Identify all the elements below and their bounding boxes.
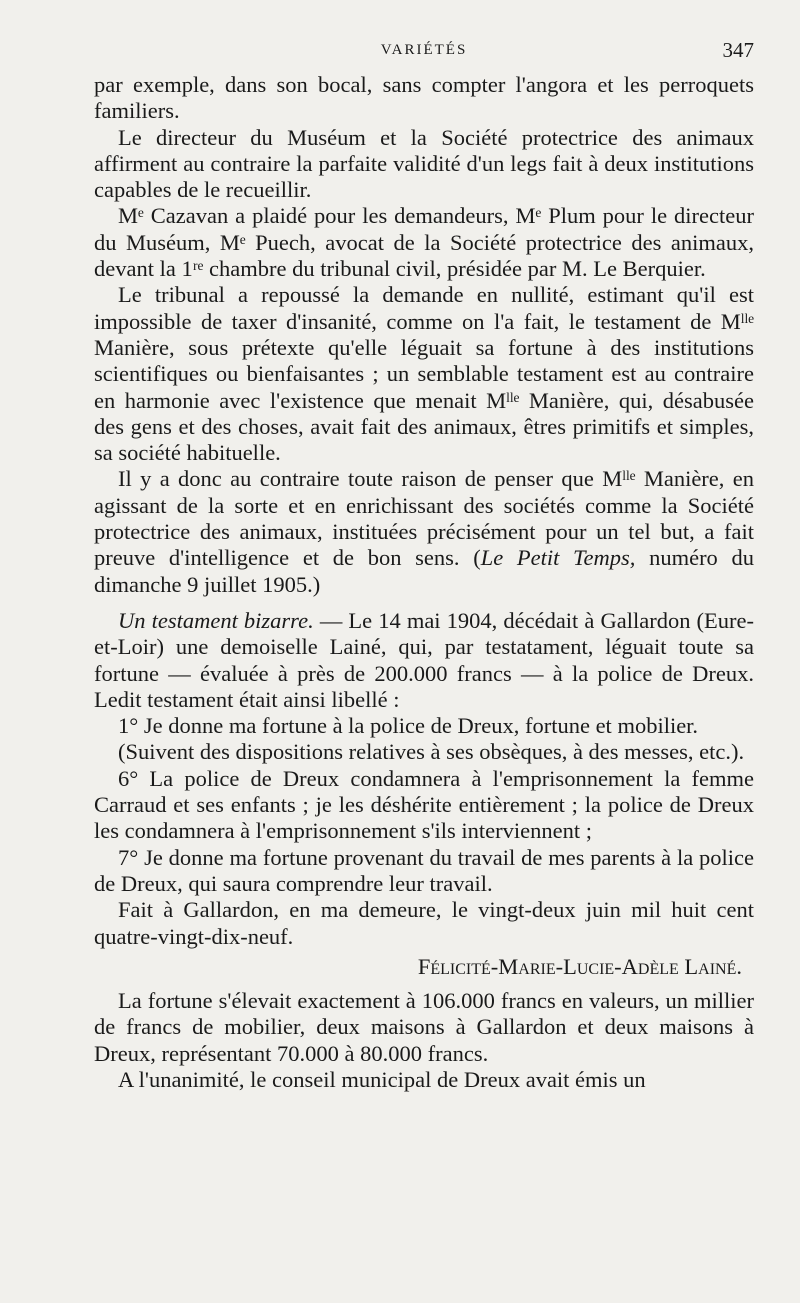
paragraph-entry-laine — [94, 608, 754, 713]
testament-clause-7: 7° Je donne ma fortune provenant du travail de mes parents à la police de Dreux, qui saura comprendre leur travail. — [94, 844, 754, 896]
body-text — [94, 72, 754, 1093]
testament-dateline: Fait à Gallardon, en ma demeure, le vingt-deux juin mil huit cent quatre-vingt-dix-neuf. — [94, 897, 754, 949]
running-title: VARIÉTÉS — [380, 42, 468, 58]
paragraph-continuation: par exemple, dans son bocal, sans compter l'angora et les perroquets familiers. — [94, 72, 754, 124]
source-date: numéro du dimanche 9 juillet 1905.) — [94, 545, 754, 597]
source-title: Le Petit Temps, — [480, 545, 636, 571]
conclusion-text: Il y a donc au contraire toute raison de penser que Mˡˡᵉ Manière, en agissant de la sorte et en enrichissant des sociétés comme la Société protectrice des animaux, instituées précisément pour un tel but, a fait preuve d'intelligence et de bon sens. ( — [94, 466, 754, 571]
testament-clause-6: 6° La police de Dreux condamnera à l'emprisonnement la femme Carraud et ses enfants ; je les déshérite entièrement ; la police de Dreux les condamnera à l'emprisonnement s'ils interviennent ; — [94, 765, 754, 844]
entry-text: — Le 14 mai 1904, décédait à Gallardon (Eure-et-Loir) une demoiselle Lainé, qui, par testatament, léguait toute sa fortune — évaluée à près de 200.000 francs — à la police de Dreux. Ledit testament était ainsi libellé : — [94, 607, 754, 712]
paragraph-fortune: La fortune s'élevait exactement à 106.000 francs en valeurs, un millier de francs de mobilier, deux maisons à Gallardon et deux maisons à Dreux, représentant 70.000 à 80.000 francs. — [94, 988, 754, 1066]
testament-note: (Suivent des dispositions relatives à ses obsèques, à des messes, etc.). — [118, 739, 745, 765]
paragraph-conclusion — [94, 466, 754, 597]
page-header — [94, 38, 754, 72]
paragraph-lawyers — [94, 203, 754, 282]
paragraph-tribunal: Le tribunal a repoussé la demande en nullité, estimant qu'il est impossible de taxer d'insanité, comme on l'a fait, le testament de Mˡˡᵉ Manière, sous prétexte qu'elle léguait sa fortune à des institutions scientifiques ou bienfaisantes ; un semblable testament est au contraire en harmonie avec l'existence que menait Mˡˡᵉ Manière, qui, désabusée des gens et des choses, avait fait des animaux, êtres primitifs et simples, sa société habituelle. — [94, 282, 754, 466]
lawyers-text: Cazavan a plaidé pour les demandeurs, Mᵉ Plum pour le directeur du Muséum, Mᵉ Puech, avocat de la Société protectrice des animaux, devant la 1ʳᵉ chambre du tribunal civil, présidée par M. Le Berquier. — [94, 203, 755, 282]
maitre-prefix: Mᵉ — [118, 203, 144, 229]
paragraph-museum: Le directeur du Muséum et la Société protectrice des animaux affirment au contraire la parfaite validité d'un legs fait à deux institutions capables de le recueillir. — [94, 124, 754, 203]
document-page — [94, 38, 754, 1093]
entry-title: Un testament bizarre. — [118, 607, 314, 633]
testament-signature: Félicité-Marie-Lucie-Adèle Lainé. — [417, 953, 742, 979]
paragraph-council: A l'unanimité, le conseil municipal de Dreux avait émis un — [118, 1066, 646, 1092]
testament-clause-1: 1° Je donne ma fortune à la police de Dreux, fortune et mobilier. — [118, 713, 699, 739]
page-number: 347 — [722, 38, 754, 62]
